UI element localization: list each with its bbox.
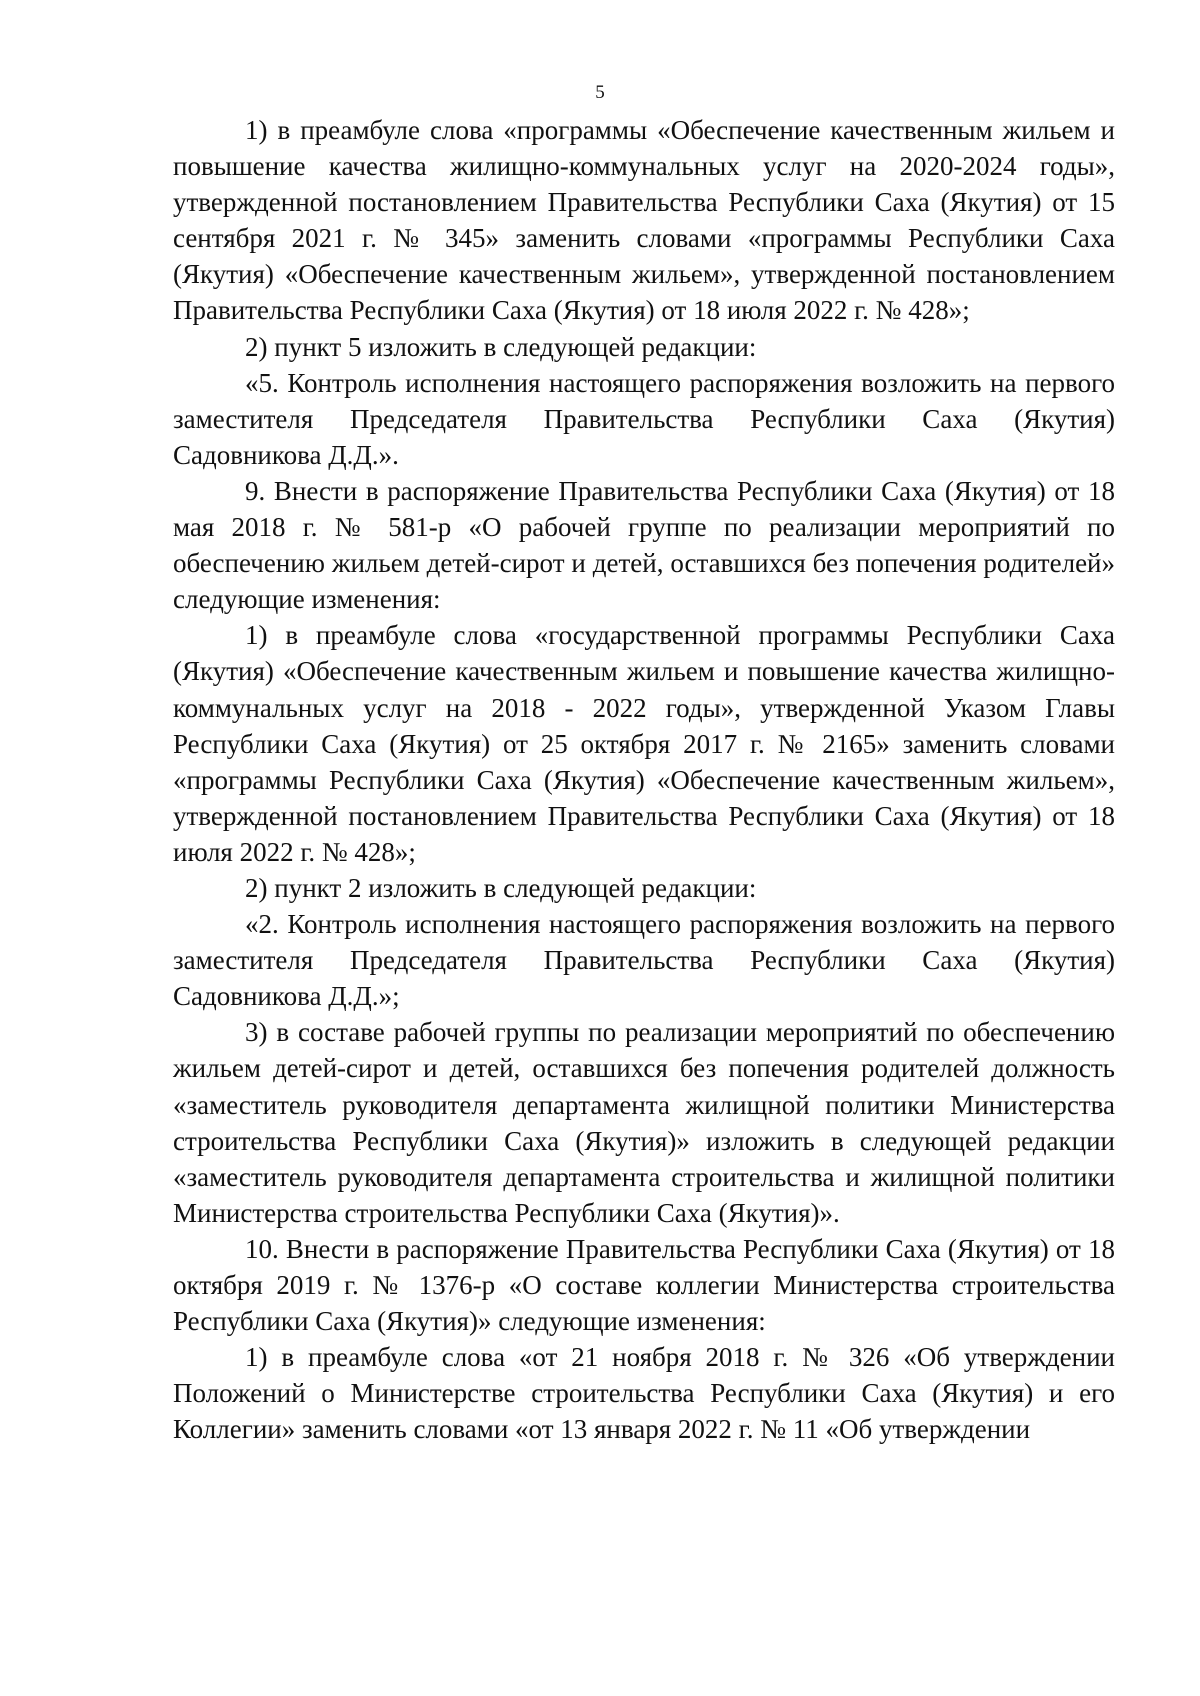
paragraph-10-1: 1) в преамбуле слова «от 21 ноября 2018 г. № 326 «Об утверждении Положений о Министерстве строительства Республики Саха (Якутия) и его Коллегии» заменить словами «от 13 января 2022 г. № 11 «Об утверждении (173, 1342, 1115, 1445)
paragraph-9: 9. Внести в распоряжение Правительства Республики Саха (Якутия) от 18 мая 2018 г. № 581-р «О рабочей группе по реализации мероприятий по обеспечению жильем детей-сирот и детей, оставшихся без попечения родителей» следующие изменения: (173, 475, 1115, 615)
paragraph-10: 10. Внести в распоряжение Правительства Республики Саха (Якутия) от 18 октября 2019 г. № 1376-р «О составе коллегии Министерства строительства Республики Саха (Якутия)» следующие изменения: (173, 1233, 1115, 1337)
page-number: 5 (595, 82, 605, 103)
paragraph-8-2: 2) пункт 5 изложить в следующей редакции: (245, 331, 757, 362)
paragraph-8-1: 1) в преамбуле слова «программы «Обеспечение качественным жильем и повышение качества жилищно-коммунальных услуг на 2020-2024 годы», утвержденной постановлением Правительства Республики Саха (Якутия) от 15 сентября 2021 г. № 345» заменить словами «программы Республики Саха (Якутия) «Обеспечение качественным жильем», утвержденной постановлением Правительства Республики Саха (Якутия) от 18 июля 2022 г. № 428»; (173, 115, 1115, 326)
paragraph-9-2-text: «2. Контроль исполнения настоящего распоряжения возложить на первого заместителя Председателя Правительства Республики Саха (Якутия) Садовникова Д.Д.»; (173, 909, 1115, 1012)
paragraph-9-3: 3) в составе рабочей группы по реализации мероприятий по обеспечению жильем детей-сирот и детей, оставшихся без попечения родителей должность «заместитель руководителя департамента жилищной политики Министерства строительства Республики Саха (Якутия)» изложить в следующей редакции «заместитель руководителя департамента строительства и жилищной политики Министерства строительства Республики Саха (Якутия)». (173, 1017, 1115, 1228)
paragraph-9-2: 2) пункт 2 изложить в следующей редакции: (245, 872, 757, 903)
document-body (173, 112, 1115, 1447)
paragraph-9-1: 1) в преамбуле слова «государственной программы Республики Саха (Якутия) «Обеспечение качественным жильем и повышение качества жилищно-коммунальных услуг на 2018 - 2022 годы», утвержденной Указом Главы Республики Саха (Якутия) от 25 октября 2017 г. № 2165» заменить словами «программы Республики Саха (Якутия) «Обеспечение качественным жильем», утвержденной постановлением Правительства Республики Саха (Якутия) от 18 июля 2022 г. № 428»; (173, 620, 1115, 867)
paragraph-8-2-text: «5. Контроль исполнения настоящего распоряжения возложить на первого заместителя Председателя Правительства Республики Саха (Якутия) Садовникова Д.Д.». (173, 367, 1115, 470)
